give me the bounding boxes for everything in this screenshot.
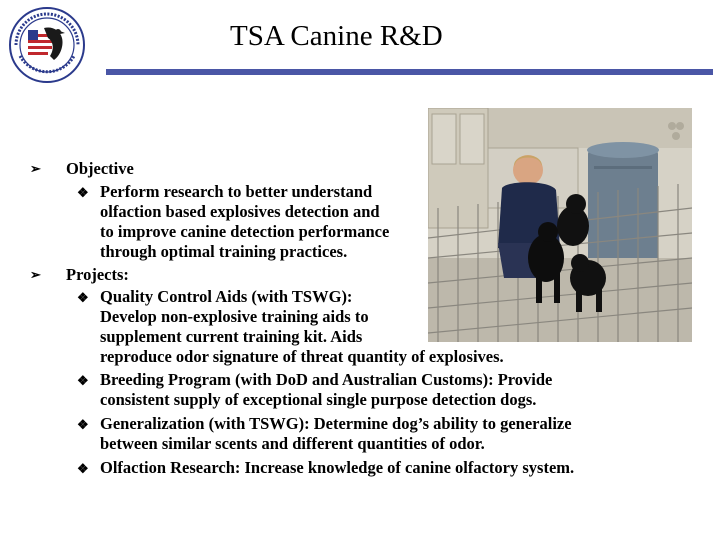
diamond-bullet-icon: ❖	[77, 461, 89, 476]
project-text-line: supplement current training kit. Aids	[100, 327, 363, 346]
project-text-line: between similar scents and different quantities of odor.	[100, 434, 485, 453]
objective-text-line: Perform research to better understand	[100, 182, 373, 201]
projects-heading: Projects:	[66, 265, 129, 284]
project-text-line: Breeding Program (with DoD and Australian Customs): Provide	[100, 370, 553, 389]
title-underline-rule	[106, 69, 713, 75]
objective-text-line: to improve canine detection performance	[100, 222, 390, 241]
tsa-seal-logo	[8, 6, 86, 84]
objective-text-line: olfaction based explosives detection and	[100, 202, 380, 221]
objective-text-line: through optimal training practices.	[100, 242, 348, 261]
diamond-bullet-icon: ❖	[77, 290, 89, 305]
slide-title: TSA Canine R&D	[230, 20, 443, 52]
objective-heading: Objective	[66, 159, 134, 178]
project-text-line: Quality Control Aids (with TSWG):	[100, 287, 353, 306]
project-text-line: consistent supply of exceptional single purpose detection dogs.	[100, 390, 537, 409]
project-text-line: Generalization (with TSWG): Determine dog’s ability to generalize	[100, 414, 572, 433]
arrowhead-bullet-icon: ➢	[30, 267, 41, 282]
project-text-line: Olfaction Research: Increase knowledge of canine olfactory system.	[100, 458, 575, 477]
diamond-bullet-icon: ❖	[77, 417, 89, 432]
canine-training-photo	[428, 108, 692, 342]
project-text-line: Develop non-explosive training aids to	[100, 307, 369, 326]
diamond-bullet-icon: ❖	[77, 185, 89, 200]
project-text-line: reproduce odor signature of threat quantity of explosives.	[100, 347, 504, 366]
diamond-bullet-icon: ❖	[77, 373, 89, 388]
arrowhead-bullet-icon: ➢	[30, 161, 41, 176]
